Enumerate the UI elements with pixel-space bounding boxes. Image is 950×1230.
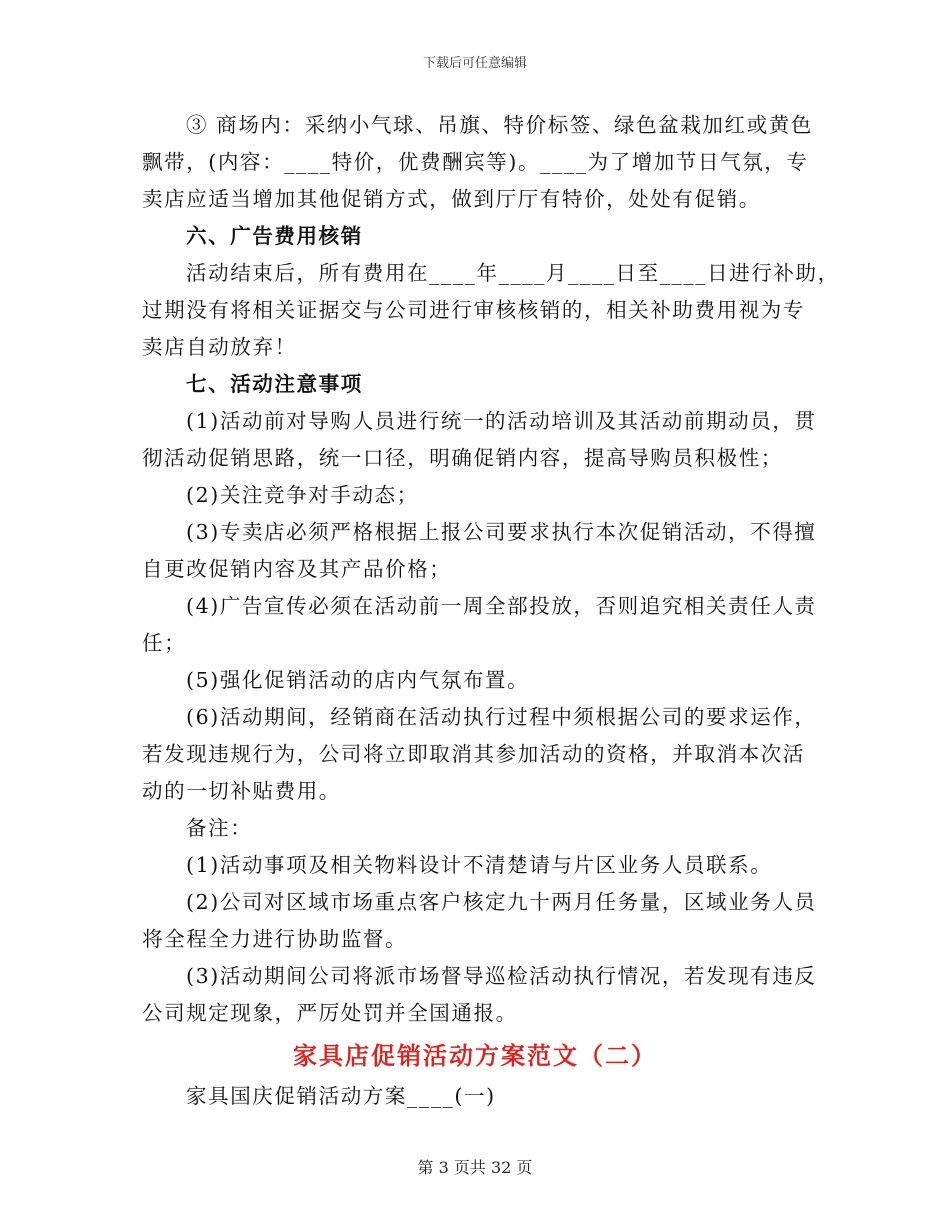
page-footer: 第 3 页共 32 页 [417, 1158, 533, 1177]
paragraph-line: (3)专卖店必须严格根据上报公司要求执行本次促销活动，不得擅 [186, 520, 817, 544]
section-heading [142, 218, 808, 255]
paragraph-line: 动的一切补贴费用。 [142, 779, 341, 803]
paragraph [142, 403, 817, 477]
paragraph [142, 699, 817, 810]
paragraph [142, 107, 813, 218]
paragraph [142, 810, 808, 847]
paragraph-line: (1)活动前对导购人员进行统一的活动培训及其活动前期动员，贯 [186, 409, 817, 433]
paragraph [142, 477, 808, 514]
paragraph [142, 958, 817, 1032]
subtitle-line: 家具国庆促销活动方案____(一) [186, 1084, 496, 1108]
paragraph-line: 公司规定现象，严厉处罚并全国通报。 [142, 1001, 518, 1025]
paragraph-line: 飘带，(内容：____特价，优费酬宾等)。____为了增加节日气氛，专 [142, 150, 809, 174]
paragraph [142, 884, 817, 958]
section-heading [142, 366, 808, 403]
paragraph [142, 847, 808, 884]
paragraph-line: 若发现违规行为，公司将立即取消其参加活动的资格，并取消本次活 [142, 742, 805, 766]
paragraph-list [142, 107, 840, 1032]
paragraph-line: 任； [142, 631, 187, 655]
paragraph-line: 备注： [186, 816, 253, 840]
paragraph-line: 卖店自动放弃！ [142, 335, 297, 359]
page-header: 下载后可任意编辑 [422, 56, 527, 71]
paragraph-line: (2)关注竞争对手动态； [186, 483, 419, 507]
paragraph-line: 过期没有将相关证据交与公司进行审核核销的，相关补助费用视为专 [142, 298, 805, 322]
paragraph [142, 588, 817, 662]
paragraph-line: 活动结束后，所有费用在____年____月____日至____日进行补助， [186, 261, 840, 285]
paragraph-line: (5)强化促销活动的店内气氛布置。 [186, 668, 530, 692]
section-title: 家具店促销活动方案范文（二） [293, 1041, 657, 1070]
paragraph-line: ③ 商场内：采纳小气球、吊旗、特价标签、绿色盆栽加红或黄色 [186, 113, 813, 137]
paragraph [142, 662, 808, 699]
paragraph-line: (2)公司对区域市场重点客户核定九十两月任务量，区域业务人员 [186, 890, 817, 914]
paragraph-line: (3)活动期间公司将派市场督导巡检活动执行情况，若发现有违反 [186, 964, 817, 988]
heading-text: 七、活动注意事项 [186, 372, 363, 396]
document-body [142, 107, 840, 1115]
heading-text: 六、广告费用核销 [186, 224, 363, 248]
paragraph [142, 255, 840, 366]
paragraph-line: 彻活动促销思路，统一口径，明确促销内容，提高导购员积极性； [142, 446, 783, 470]
paragraph-line: (4)广告宣传必须在活动前一周全部投放，否则追究相关责任人责 [186, 594, 817, 618]
paragraph-line: 将全程全力进行协助监督。 [142, 927, 408, 951]
paragraph-line: 卖店应适当增加其他促销方式，做到厅厅有特价，处处有促销。 [142, 187, 761, 211]
paragraph-line: 自更改促销内容及其产品价格； [142, 557, 452, 581]
paragraph-line: (6)活动期间，经销商在活动执行过程中须根据公司的要求运作， [186, 705, 817, 729]
paragraph [142, 514, 817, 588]
paragraph-line: (1)活动事项及相关物料设计不清楚请与片区业务人员联系。 [186, 853, 773, 877]
